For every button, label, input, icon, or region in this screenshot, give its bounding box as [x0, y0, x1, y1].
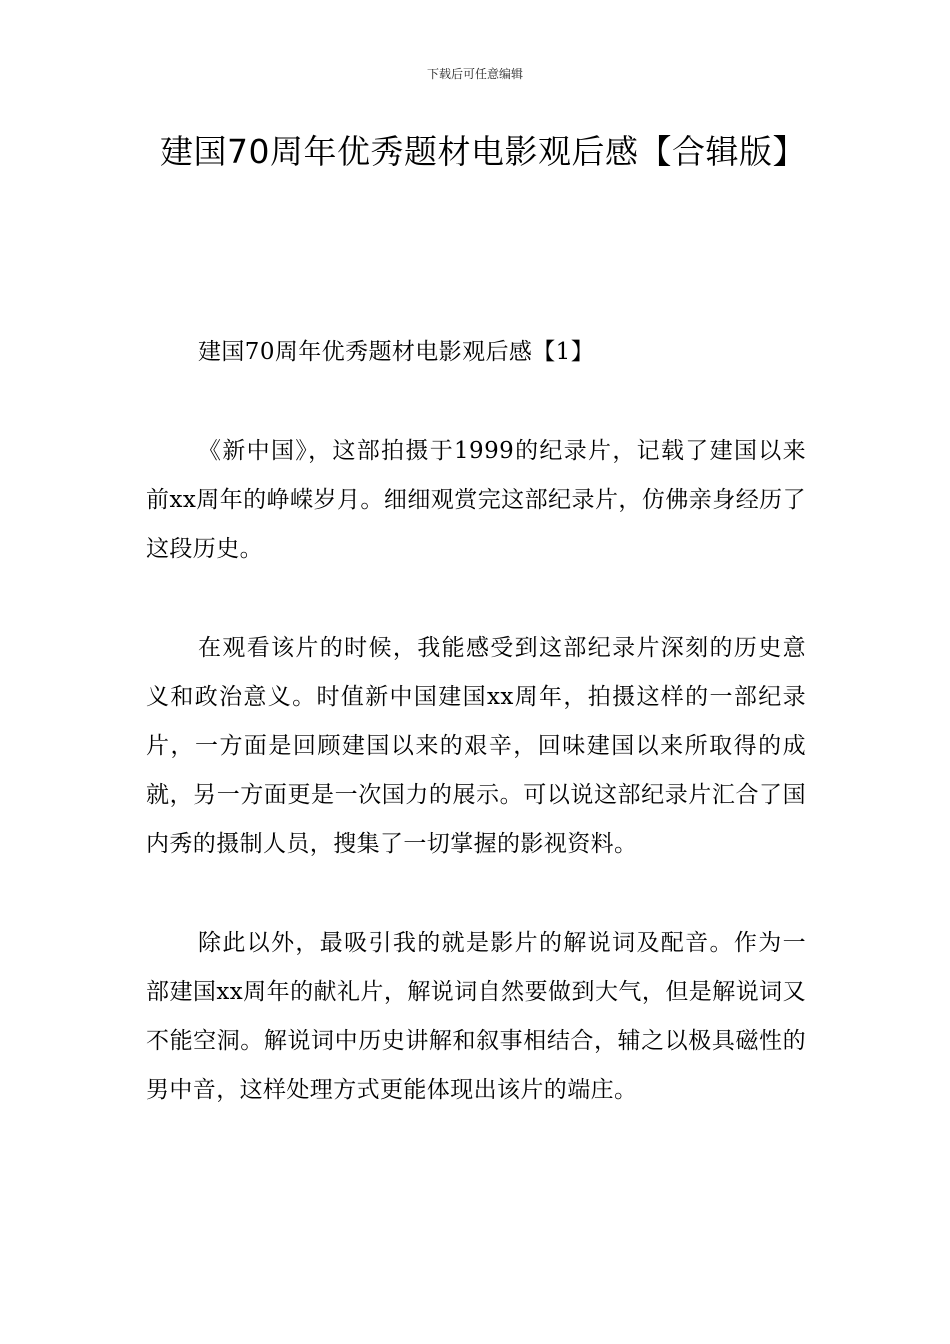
section-heading: 建国70周年优秀题材电影观后感【1】: [198, 339, 595, 365]
body-paragraph: 《新中国》，这部拍摄于1999的纪录片，记载了建国以来前xx周年的峥嵘岁月。细细观赏完这部纪录片，仿佛亲身经历了这段历史。: [146, 438, 806, 562]
document-title: 建国70周年优秀题材电影观后感【合辑版】: [160, 132, 806, 171]
document-body: [146, 328, 806, 1165]
body-paragraph: 在观看该片的时候，我能感受到这部纪录片深刻的历史意义和政治意义。时值新中国建国xx周年，拍摄这样的一部纪录片，一方面是回顾建国以来的艰辛，回味建国以来所取得的成就，另一方面更是一次国力的展示。可以说这部纪录片汇合了国内秀的摄制人员，搜集了一切掌握的影视资料。: [146, 635, 806, 857]
body-paragraph: 除此以外，最吸引我的就是影片的解说词及配音。作为一部建国xx周年的献礼片，解说词自然要做到大气，但是解说词又不能空洞。解说词中历史讲解和叙事相结合，辅之以极具磁性的男中音，这样处理方式更能体现出该片的端庄。: [146, 930, 806, 1103]
header-note: 下载后可任意编辑: [426, 67, 523, 81]
